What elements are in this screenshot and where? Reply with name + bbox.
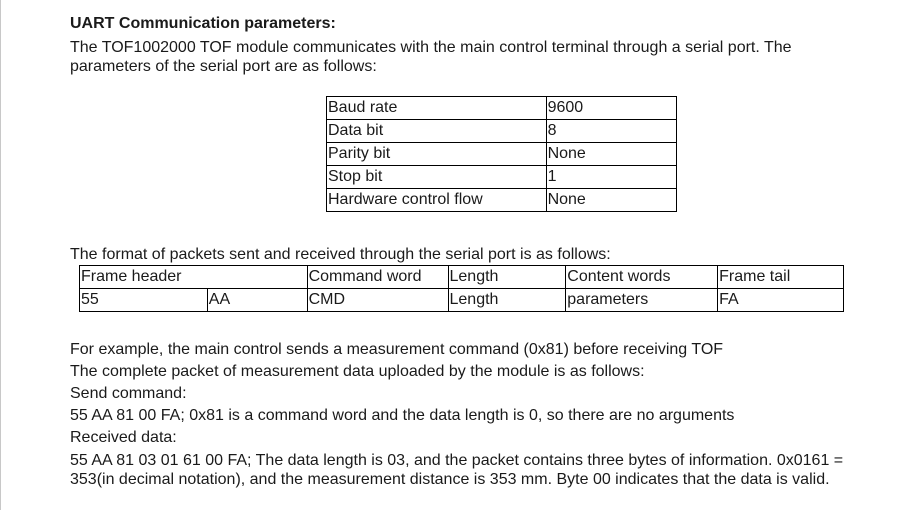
table-row (80, 289, 844, 312)
param-value: 1 (546, 166, 676, 189)
packet-format-caption: The format of packets sent and received through the serial port is as follows: (70, 246, 611, 263)
param-value: 8 (546, 120, 676, 143)
complete-packet-line: The complete packet of measurement data uploaded by the module is as follows: (70, 363, 645, 380)
cell-header-byte-1: 55 (80, 289, 208, 312)
param-name: Baud rate (327, 97, 547, 120)
param-name: Stop bit (327, 166, 547, 189)
cell-command: CMD (307, 289, 448, 312)
param-name: Parity bit (327, 143, 547, 166)
table-row (327, 120, 677, 143)
table-row (327, 166, 677, 189)
example-section (70, 339, 870, 489)
packet-format-table (79, 265, 844, 312)
intro-paragraph: The TOF1002000 TOF module communicates with the main control terminal through a serial port. The parameters of the serial port are as follows: (70, 39, 792, 75)
param-name: Hardware control flow (327, 189, 547, 212)
header-content-words: Content words (566, 266, 718, 289)
send-command-label: Send command: (70, 385, 187, 402)
cell-header-byte-2: AA (207, 289, 307, 312)
table-row (327, 143, 677, 166)
header-command-word: Command word (307, 266, 448, 289)
header-length: Length (448, 266, 566, 289)
section-heading: UART Communication parameters: (70, 15, 336, 32)
send-command-value: 55 AA 81 00 FA; 0x81 is a command word and the data length is 0, so there are no arguments (70, 407, 735, 424)
table-header-row (80, 266, 844, 289)
table-row (327, 97, 677, 120)
cell-length: Length (448, 289, 566, 312)
cell-frame-tail: FA (718, 289, 844, 312)
table-row (327, 189, 677, 212)
header-frame-tail: Frame tail (718, 266, 844, 289)
param-name: Data bit (327, 120, 547, 143)
cell-content: parameters (566, 289, 718, 312)
page-left-edge (0, 0, 1, 510)
received-data-value: 55 AA 81 03 01 61 00 FA; The data length is 03, and the packet contains three bytes of information. 0x0161 = 353(in decimal notation), and the measurement distance is 353 mm. Byte 00 indicates that the data is valid. (70, 452, 844, 488)
example-line: For example, the main control sends a measurement command (0x81) before receiving TOF (70, 341, 724, 358)
param-value: None (546, 143, 676, 166)
serial-params-table (326, 96, 677, 212)
header-frame-header: Frame header (80, 266, 308, 289)
param-value: 9600 (546, 97, 676, 120)
param-value: None (546, 189, 676, 212)
received-data-label: Received data: (70, 429, 177, 446)
